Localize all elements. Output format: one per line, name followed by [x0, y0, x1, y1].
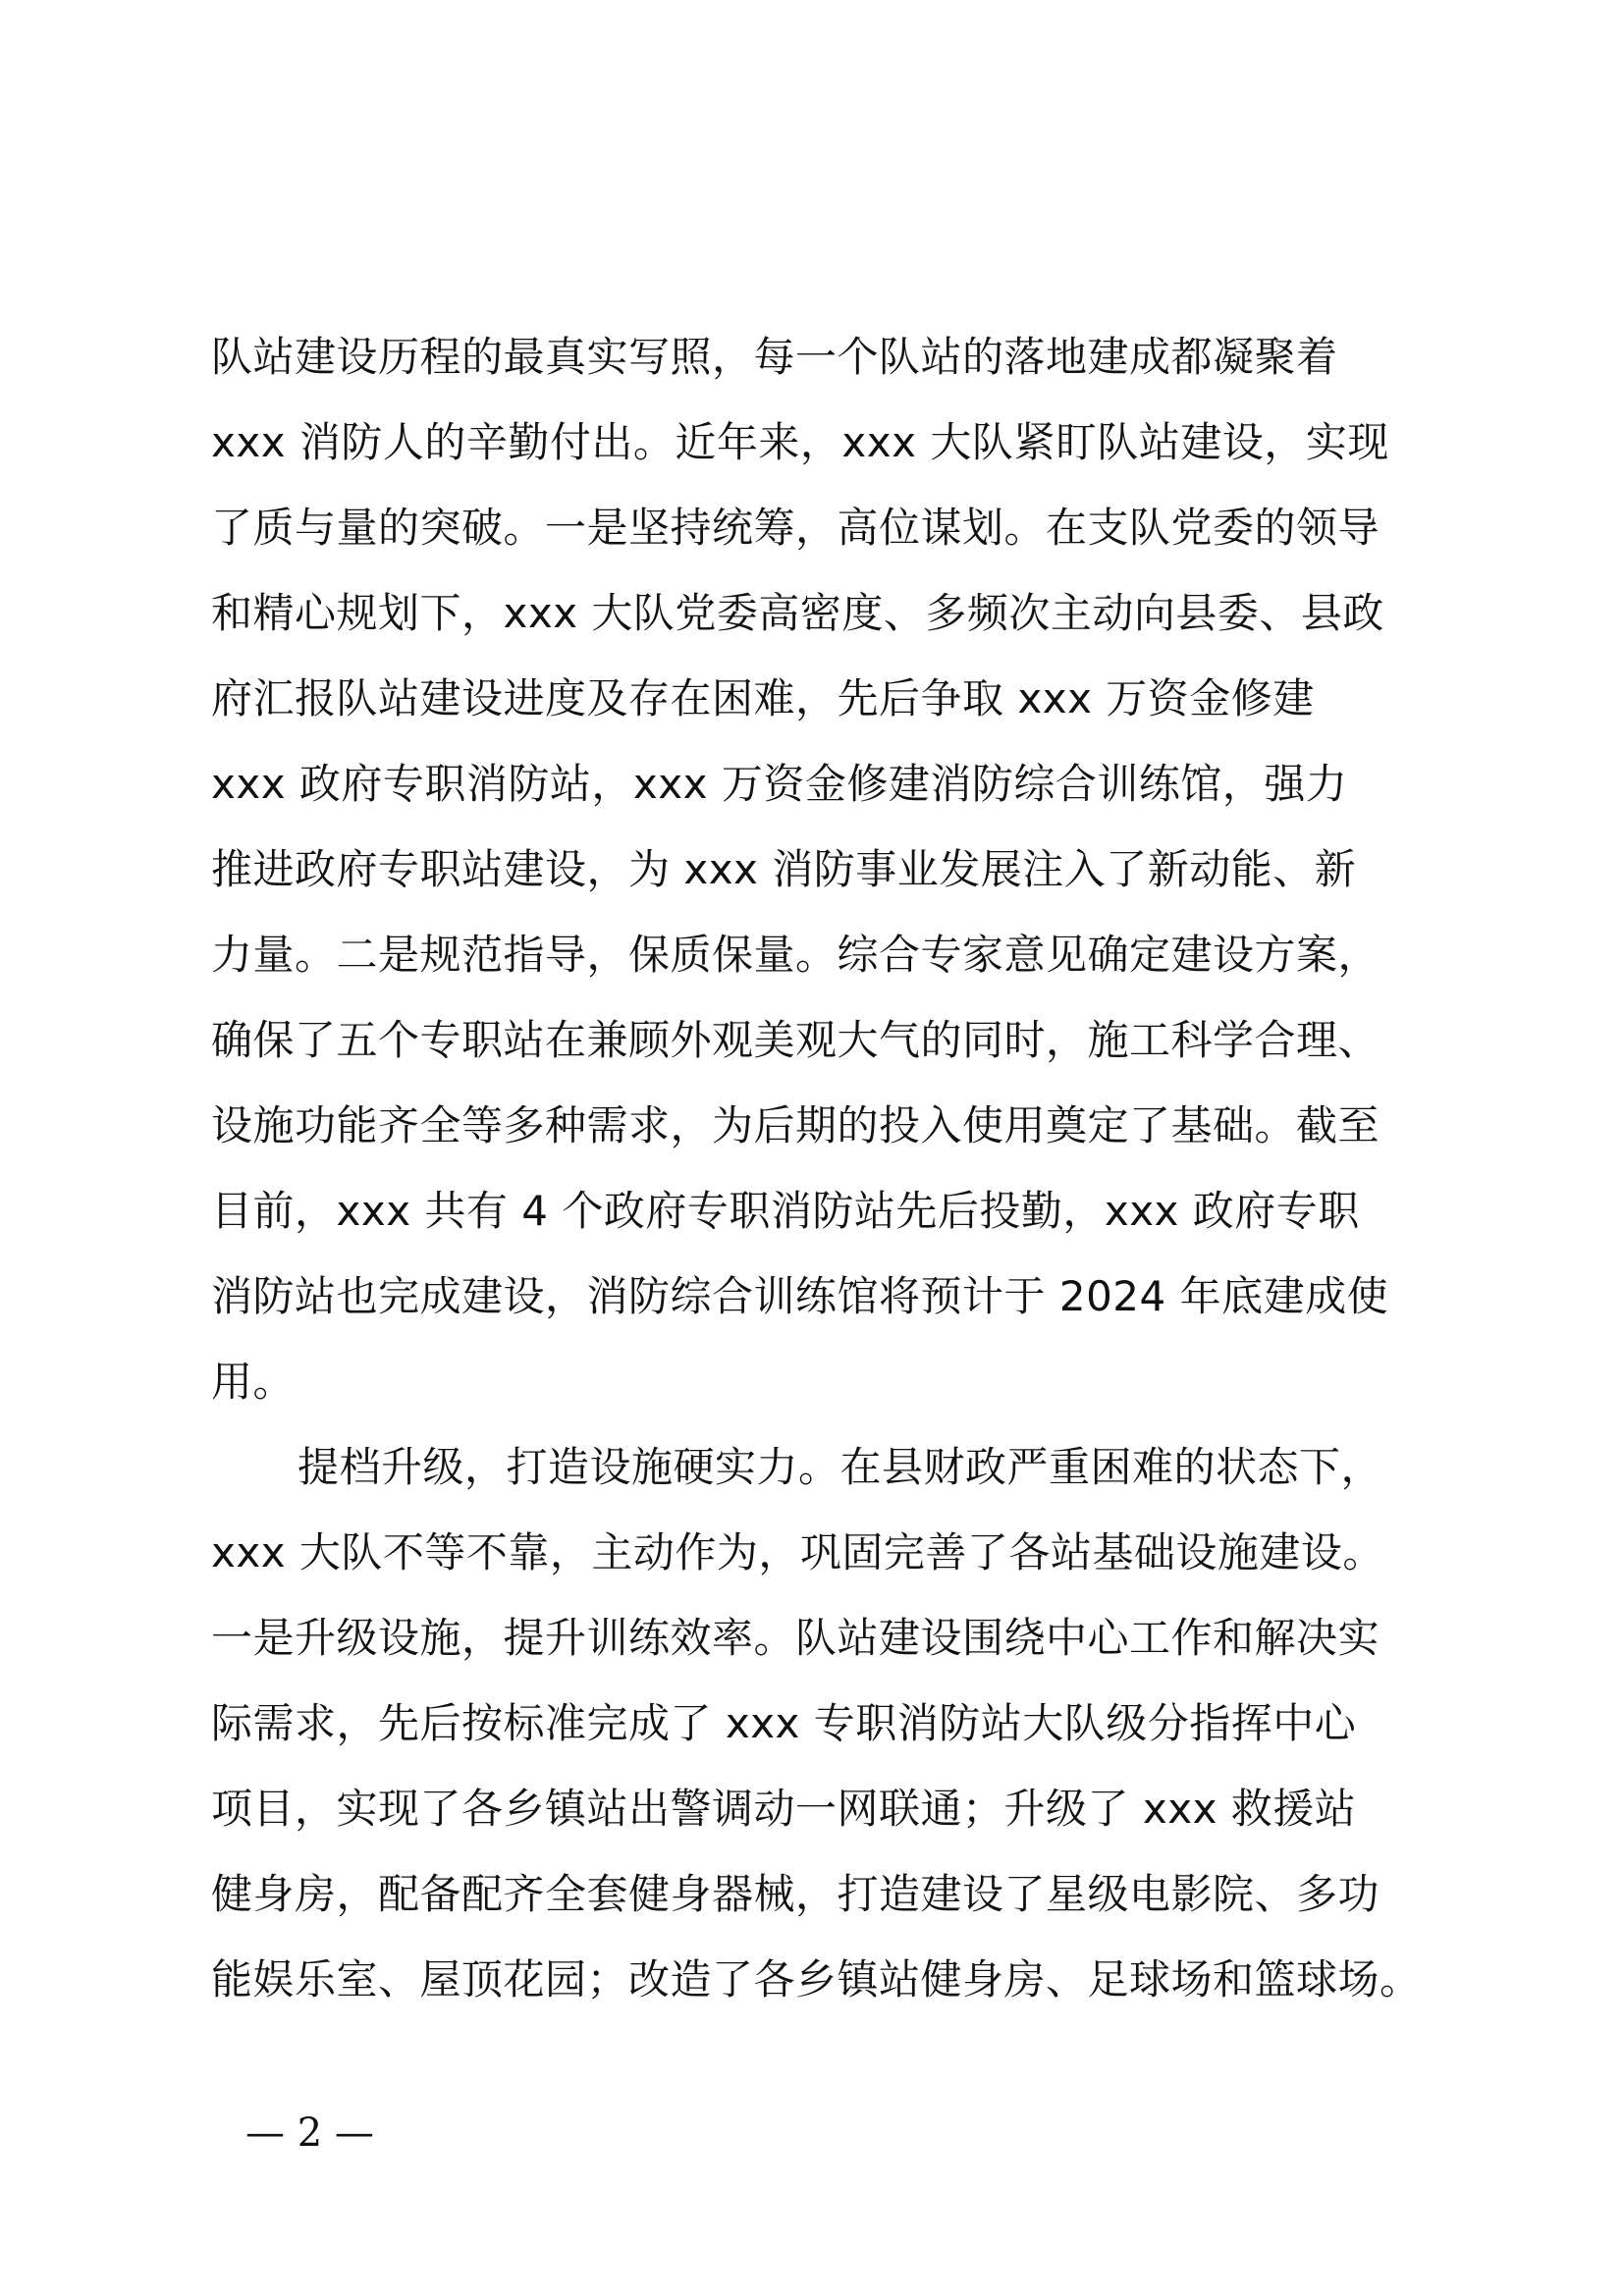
text-line: 力量。二是规范指导，保质保量。综合专家意见确定建设方案，	[211, 931, 1380, 979]
text-line: 确保了五个专职站在兼顾外观美观大气的同时，施工科学合理、	[211, 1016, 1380, 1064]
text-line: xxx 消防人的辛勤付出。近年来，xxx 大队紧盯队站建设，实现	[211, 418, 1389, 466]
page-number: — 2 —	[245, 2110, 374, 2156]
text-line: xxx 大队不等不靠，主动作为，巩固完善了各站基础设施建设。	[211, 1528, 1384, 1576]
text-line: 推进政府专职站建设，为 xxx 消防事业发展注入了新动能、新	[211, 845, 1357, 893]
text-line: 项目，实现了各乡镇站出警调动一网联通；升级了 xxx 救援站	[211, 1785, 1357, 1833]
text-line: 府汇报队站建设进度及存在困难，先后争取 xxx 万资金修建	[211, 674, 1315, 722]
text-line: 消防站也完成建设，消防综合训练馆将预计于 2024 年底建成使	[211, 1272, 1389, 1320]
text-line: 了质与量的突破。一是坚持统筹，高位谋划。在支队党委的领导	[211, 504, 1380, 552]
text-line: xxx 政府专职消防站，xxx 万资金修建消防综合训练馆，强力	[211, 760, 1348, 808]
text-line: 目前，xxx 共有 4 个政府专职消防站先后投勤，xxx 政府专职	[211, 1187, 1360, 1235]
text-line: 健身房，配备配齐全套健身器械，打造建设了星级电影院、多功	[211, 1870, 1380, 1918]
paragraph-start-line: 提档升级，打造设施硬实力。在县财政严重困难的状态下，	[298, 1443, 1383, 1491]
text-line: 用。	[211, 1358, 296, 1406]
text-line: 能娱乐室、屋顶花园；改造了各乡镇站健身房、足球场和篮球场。	[211, 1955, 1422, 2003]
text-line: 一是升级设施，提升训练效率。队站建设围绕中心工作和解决实	[211, 1614, 1380, 1662]
text-line: 设施功能齐全等多种需求，为后期的投入使用奠定了基础。截至	[211, 1101, 1380, 1149]
body-text	[211, 314, 1429, 2022]
text-line: 队站建设历程的最真实写照，每一个队站的落地建成都凝聚着	[211, 333, 1338, 381]
text-line: 际需求，先后按标准完成了 xxx 专职消防站大队级分指挥中心	[211, 1699, 1357, 1747]
text-line: 和精心规划下，xxx 大队党委高密度、多频次主动向县委、县政	[211, 589, 1384, 637]
